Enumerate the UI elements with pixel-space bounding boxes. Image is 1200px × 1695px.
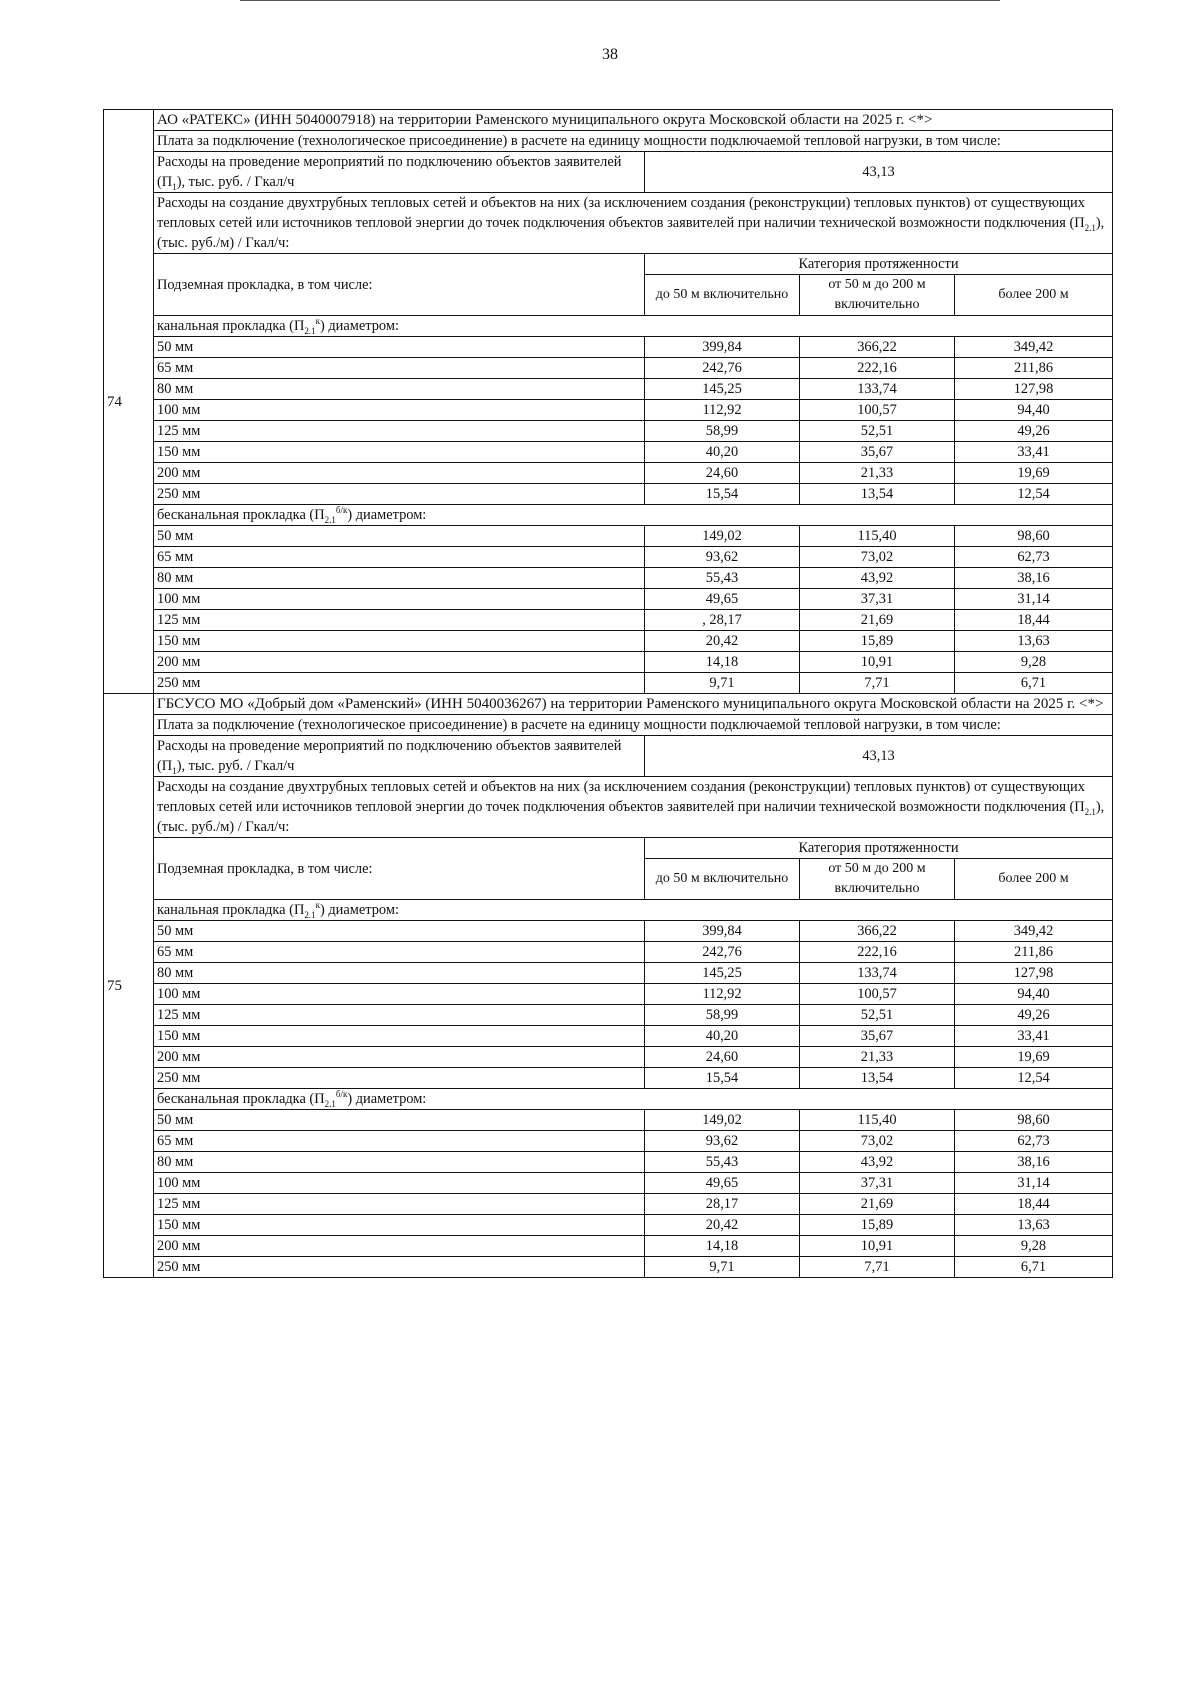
page-number: 38 xyxy=(602,46,618,63)
table-row xyxy=(104,589,1113,610)
value-cell: 10,91 xyxy=(800,652,955,673)
tariff-sheet xyxy=(103,109,1112,1278)
diameter-label: 65 мм xyxy=(154,547,645,568)
p1-label-text: Расходы на проведение мероприятий по подключению объектов заявителей (П xyxy=(157,154,622,190)
p1-row xyxy=(104,736,1113,777)
value-cell: 100,57 xyxy=(800,984,955,1005)
value-cell: 133,74 xyxy=(800,379,955,400)
table-row xyxy=(104,1236,1113,1257)
table-row xyxy=(104,421,1113,442)
value-cell: 366,22 xyxy=(800,337,955,358)
value-cell: 399,84 xyxy=(645,337,800,358)
value-cell: 24,60 xyxy=(645,463,800,484)
diameter-label: 50 мм xyxy=(154,337,645,358)
value-cell: 399,84 xyxy=(645,921,800,942)
table-row xyxy=(104,984,1113,1005)
channel-laying-header-tail: ) диаметром: xyxy=(319,318,399,334)
value-cell: 9,28 xyxy=(955,652,1113,673)
table-row xyxy=(104,379,1113,400)
value-cell: 20,42 xyxy=(645,631,800,652)
table-row xyxy=(104,963,1113,984)
table-row xyxy=(104,1026,1113,1047)
column-header: до 50 м включительно xyxy=(645,275,800,316)
category-header: Категория протяженности xyxy=(645,838,1113,859)
table-row xyxy=(104,1110,1113,1131)
channel-laying-header-row xyxy=(104,316,1113,337)
value-cell: 93,62 xyxy=(645,1131,800,1152)
category-header-row xyxy=(104,838,1113,859)
value-cell: 6,71 xyxy=(955,1257,1113,1278)
p1-value: 43,13 xyxy=(645,736,1113,777)
channelless-laying-header-sup: б/к xyxy=(335,505,348,516)
table-row xyxy=(104,921,1113,942)
value-cell: 49,65 xyxy=(645,589,800,610)
value-cell: 13,63 xyxy=(955,1215,1113,1236)
value-cell: 15,54 xyxy=(645,484,800,505)
channelless-laying-header xyxy=(154,1089,1113,1110)
channel-laying-header-tail: ) диаметром: xyxy=(319,902,399,918)
value-cell: 18,44 xyxy=(955,1194,1113,1215)
value-cell: 33,41 xyxy=(955,1026,1113,1047)
table-row xyxy=(104,1047,1113,1068)
value-cell: 94,40 xyxy=(955,400,1113,421)
value-cell: 149,02 xyxy=(645,526,800,547)
table-row xyxy=(104,1005,1113,1026)
value-cell: 35,67 xyxy=(800,442,955,463)
value-cell: 211,86 xyxy=(955,942,1113,963)
value-cell: 40,20 xyxy=(645,442,800,463)
diameter-label: 80 мм xyxy=(154,379,645,400)
entry-index: 74 xyxy=(104,110,154,694)
channelless-laying-header-text: бесканальная прокладка (П xyxy=(157,1091,325,1107)
table-row xyxy=(104,1257,1113,1278)
p21-tail: ), (тыс. руб./м) / Гкал/ч: xyxy=(157,799,1105,835)
channel-laying-header-row xyxy=(104,900,1113,921)
diameter-label: 150 мм xyxy=(154,442,645,463)
channelless-laying-header-sub: 2.1 xyxy=(324,514,336,525)
column-header: от 50 м до 200 м включительно xyxy=(800,859,955,900)
value-cell: 127,98 xyxy=(955,379,1113,400)
category-header: Категория протяженности xyxy=(645,254,1113,275)
p21-row xyxy=(104,193,1113,254)
value-cell: 14,18 xyxy=(645,1236,800,1257)
value-cell: 21,69 xyxy=(800,1194,955,1215)
value-cell: 115,40 xyxy=(800,1110,955,1131)
underground-label: Подземная прокладка, в том числе: xyxy=(154,254,645,316)
value-cell: 7,71 xyxy=(800,673,955,694)
p21-text: Расходы на создание двухтрубных тепловых сетей и объектов на них (за исключением создания (реконструкции) тепловых пунктов) от существующих тепловых сетей или источников тепловой энергии до точек подключения объектов заявителей при наличии технической возможности подключения (П xyxy=(157,195,1085,231)
channel-laying-header-text: канальная прокладка (П xyxy=(157,318,305,334)
underground-label: Подземная прокладка, в том числе: xyxy=(154,838,645,900)
diameter-label: 150 мм xyxy=(154,1215,645,1236)
table-row xyxy=(104,1068,1113,1089)
diameter-label: 150 мм xyxy=(154,1026,645,1047)
value-cell: 133,74 xyxy=(800,963,955,984)
value-cell: 52,51 xyxy=(800,421,955,442)
diameter-label: 200 мм xyxy=(154,1236,645,1257)
channelless-laying-header-tail: ) диаметром: xyxy=(347,1091,427,1107)
value-cell: 20,42 xyxy=(645,1215,800,1236)
entry-index: 75 xyxy=(104,694,154,1278)
value-cell: 43,92 xyxy=(800,568,955,589)
diameter-label: 250 мм xyxy=(154,1068,645,1089)
diameter-label: 125 мм xyxy=(154,1194,645,1215)
value-cell: 145,25 xyxy=(645,379,800,400)
value-cell: 52,51 xyxy=(800,1005,955,1026)
table-row xyxy=(104,1131,1113,1152)
diameter-label: 125 мм xyxy=(154,421,645,442)
diameter-label: 100 мм xyxy=(154,1173,645,1194)
diameter-label: 200 мм xyxy=(154,1047,645,1068)
p1-label-tail: ), тыс. руб. / Гкал/ч xyxy=(176,174,295,190)
table-row xyxy=(104,358,1113,379)
channelless-laying-header-sub: 2.1 xyxy=(324,1098,336,1109)
value-cell: 14,18 xyxy=(645,652,800,673)
diameter-label: 200 мм xyxy=(154,463,645,484)
column-header: от 50 м до 200 м включительно xyxy=(800,275,955,316)
value-cell: 49,26 xyxy=(955,421,1113,442)
table-row xyxy=(104,526,1113,547)
value-cell: 58,99 xyxy=(645,1005,800,1026)
column-header: до 50 м включительно xyxy=(645,859,800,900)
diameter-label: 50 мм xyxy=(154,1110,645,1131)
value-cell: 242,76 xyxy=(645,942,800,963)
value-cell: 33,41 xyxy=(955,442,1113,463)
table-row xyxy=(104,568,1113,589)
value-cell: 242,76 xyxy=(645,358,800,379)
value-cell: 10,91 xyxy=(800,1236,955,1257)
value-cell: 38,16 xyxy=(955,568,1113,589)
table-row xyxy=(104,942,1113,963)
value-cell: 24,60 xyxy=(645,1047,800,1068)
diameter-label: 100 мм xyxy=(154,400,645,421)
table-row xyxy=(104,1215,1113,1236)
value-cell: 13,63 xyxy=(955,631,1113,652)
channelless-laying-header-tail: ) диаметром: xyxy=(347,507,427,523)
value-cell: 40,20 xyxy=(645,1026,800,1047)
value-cell: 349,42 xyxy=(955,921,1113,942)
p1-row xyxy=(104,152,1113,193)
channel-laying-header xyxy=(154,900,1113,921)
value-cell: 127,98 xyxy=(955,963,1113,984)
value-cell: 145,25 xyxy=(645,963,800,984)
p1-label-sub: 1 xyxy=(172,765,177,776)
fee-intro-row xyxy=(104,131,1113,152)
table-row xyxy=(104,442,1113,463)
diameter-label: 80 мм xyxy=(154,963,645,984)
value-cell: 15,54 xyxy=(645,1068,800,1089)
top-rule xyxy=(240,0,1000,1)
value-cell: 112,92 xyxy=(645,984,800,1005)
value-cell: 19,69 xyxy=(955,463,1113,484)
value-cell: 112,92 xyxy=(645,400,800,421)
table-row xyxy=(104,337,1113,358)
tariff-table xyxy=(103,109,1113,1278)
value-cell: 37,31 xyxy=(800,1173,955,1194)
value-cell: 31,14 xyxy=(955,1173,1113,1194)
entry-title-row xyxy=(104,694,1113,715)
p1-value: 43,13 xyxy=(645,152,1113,193)
p21-row xyxy=(104,777,1113,838)
channelless-laying-header-sup: б/к xyxy=(335,1089,348,1100)
p21-sub: 2.1 xyxy=(1084,806,1096,817)
value-cell: 98,60 xyxy=(955,1110,1113,1131)
value-cell: 7,71 xyxy=(800,1257,955,1278)
value-cell: 62,73 xyxy=(955,1131,1113,1152)
value-cell: 9,71 xyxy=(645,673,800,694)
entry-title-row xyxy=(104,110,1113,131)
table-row xyxy=(104,547,1113,568)
channel-laying-header-sub: 2.1 xyxy=(304,325,316,336)
value-cell: 115,40 xyxy=(800,526,955,547)
p1-label xyxy=(154,736,645,777)
value-cell: 100,57 xyxy=(800,400,955,421)
value-cell: 94,40 xyxy=(955,984,1113,1005)
value-cell: 49,65 xyxy=(645,1173,800,1194)
table-row xyxy=(104,652,1113,673)
value-cell: 13,54 xyxy=(800,484,955,505)
column-header: более 200 м xyxy=(955,275,1113,316)
diameter-label: 250 мм xyxy=(154,1257,645,1278)
value-cell: 73,02 xyxy=(800,547,955,568)
value-cell: 98,60 xyxy=(955,526,1113,547)
p1-label-tail: ), тыс. руб. / Гкал/ч xyxy=(176,758,295,774)
table-row xyxy=(104,631,1113,652)
channelless-laying-header xyxy=(154,505,1113,526)
value-cell: 12,54 xyxy=(955,1068,1113,1089)
value-cell: 62,73 xyxy=(955,547,1113,568)
table-row xyxy=(104,1152,1113,1173)
diameter-label: 65 мм xyxy=(154,1131,645,1152)
channelless-laying-header-row xyxy=(104,1089,1113,1110)
entry-title: ГБСУСО МО «Добрый дом «Раменский» (ИНН 5040036267) на территории Раменского муниципального округа Московской области на 2025 г. <*> xyxy=(154,694,1113,715)
diameter-label: 100 мм xyxy=(154,589,645,610)
diameter-label: 80 мм xyxy=(154,1152,645,1173)
diameter-label: 80 мм xyxy=(154,568,645,589)
value-cell: 9,28 xyxy=(955,1236,1113,1257)
diameter-label: 250 мм xyxy=(154,673,645,694)
value-cell: 21,33 xyxy=(800,1047,955,1068)
value-cell: 15,89 xyxy=(800,631,955,652)
diameter-label: 125 мм xyxy=(154,610,645,631)
p1-label-sub: 1 xyxy=(172,181,177,192)
value-cell: 37,31 xyxy=(800,589,955,610)
value-cell: 93,62 xyxy=(645,547,800,568)
value-cell: 18,44 xyxy=(955,610,1113,631)
diameter-label: 65 мм xyxy=(154,942,645,963)
value-cell: 55,43 xyxy=(645,568,800,589)
p21-description xyxy=(154,193,1113,254)
value-cell: 349,42 xyxy=(955,337,1113,358)
table-row xyxy=(104,484,1113,505)
value-cell: 6,71 xyxy=(955,673,1113,694)
fee-intro-row xyxy=(104,715,1113,736)
diameter-label: 150 мм xyxy=(154,631,645,652)
p1-label-text: Расходы на проведение мероприятий по подключению объектов заявителей (П xyxy=(157,738,622,774)
channelless-laying-header-row xyxy=(104,505,1113,526)
value-cell: 21,69 xyxy=(800,610,955,631)
value-cell: 15,89 xyxy=(800,1215,955,1236)
p21-tail: ), (тыс. руб./м) / Гкал/ч: xyxy=(157,215,1105,251)
channel-laying-header-text: канальная прокладка (П xyxy=(157,902,305,918)
column-header: более 200 м xyxy=(955,859,1113,900)
channel-laying-header xyxy=(154,316,1113,337)
value-cell: 55,43 xyxy=(645,1152,800,1173)
channel-laying-header-sup: к xyxy=(315,900,320,911)
diameter-label: 65 мм xyxy=(154,358,645,379)
value-cell: 49,26 xyxy=(955,1005,1113,1026)
table-row xyxy=(104,463,1113,484)
value-cell: 9,71 xyxy=(645,1257,800,1278)
channel-laying-header-sub: 2.1 xyxy=(304,909,316,920)
diameter-label: 50 мм xyxy=(154,526,645,547)
table-row xyxy=(104,1173,1113,1194)
value-cell: 366,22 xyxy=(800,921,955,942)
value-cell: 149,02 xyxy=(645,1110,800,1131)
value-cell: 31,14 xyxy=(955,589,1113,610)
p21-description xyxy=(154,777,1113,838)
diameter-label: 200 мм xyxy=(154,652,645,673)
value-cell: 35,67 xyxy=(800,1026,955,1047)
value-cell: 13,54 xyxy=(800,1068,955,1089)
diameter-label: 100 мм xyxy=(154,984,645,1005)
table-row xyxy=(104,673,1113,694)
fee-intro: Плата за подключение (технологическое присоединение) в расчете на единицу мощности подключаемой тепловой нагрузки, в том числе: xyxy=(154,715,1113,736)
value-cell: 58,99 xyxy=(645,421,800,442)
value-cell: 222,16 xyxy=(800,942,955,963)
value-cell: 38,16 xyxy=(955,1152,1113,1173)
value-cell: 211,86 xyxy=(955,358,1113,379)
value-cell: 222,16 xyxy=(800,358,955,379)
table-row xyxy=(104,1194,1113,1215)
value-cell: 12,54 xyxy=(955,484,1113,505)
value-cell: 21,33 xyxy=(800,463,955,484)
diameter-label: 125 мм xyxy=(154,1005,645,1026)
diameter-label: 250 мм xyxy=(154,484,645,505)
table-row xyxy=(104,610,1113,631)
p21-sub: 2.1 xyxy=(1084,222,1096,233)
value-cell: 19,69 xyxy=(955,1047,1113,1068)
p1-label xyxy=(154,152,645,193)
value-cell: , 28,17 xyxy=(645,610,800,631)
p21-text: Расходы на создание двухтрубных тепловых сетей и объектов на них (за исключением создания (реконструкции) тепловых пунктов) от существующих тепловых сетей или источников тепловой энергии до точек подключения объектов заявителей при наличии технической возможности подключения (П xyxy=(157,779,1085,815)
table-row xyxy=(104,400,1113,421)
category-header-row xyxy=(104,254,1113,275)
channel-laying-header-sup: к xyxy=(315,316,320,327)
value-cell: 73,02 xyxy=(800,1131,955,1152)
entry-title: АО «РАТЕКС» (ИНН 5040007918) на территории Раменского муниципального округа Московской области на 2025 г. <*> xyxy=(154,110,1113,131)
value-cell: 28,17 xyxy=(645,1194,800,1215)
value-cell: 43,92 xyxy=(800,1152,955,1173)
fee-intro: Плата за подключение (технологическое присоединение) в расчете на единицу мощности подключаемой тепловой нагрузки, в том числе: xyxy=(154,131,1113,152)
channelless-laying-header-text: бесканальная прокладка (П xyxy=(157,507,325,523)
diameter-label: 50 мм xyxy=(154,921,645,942)
